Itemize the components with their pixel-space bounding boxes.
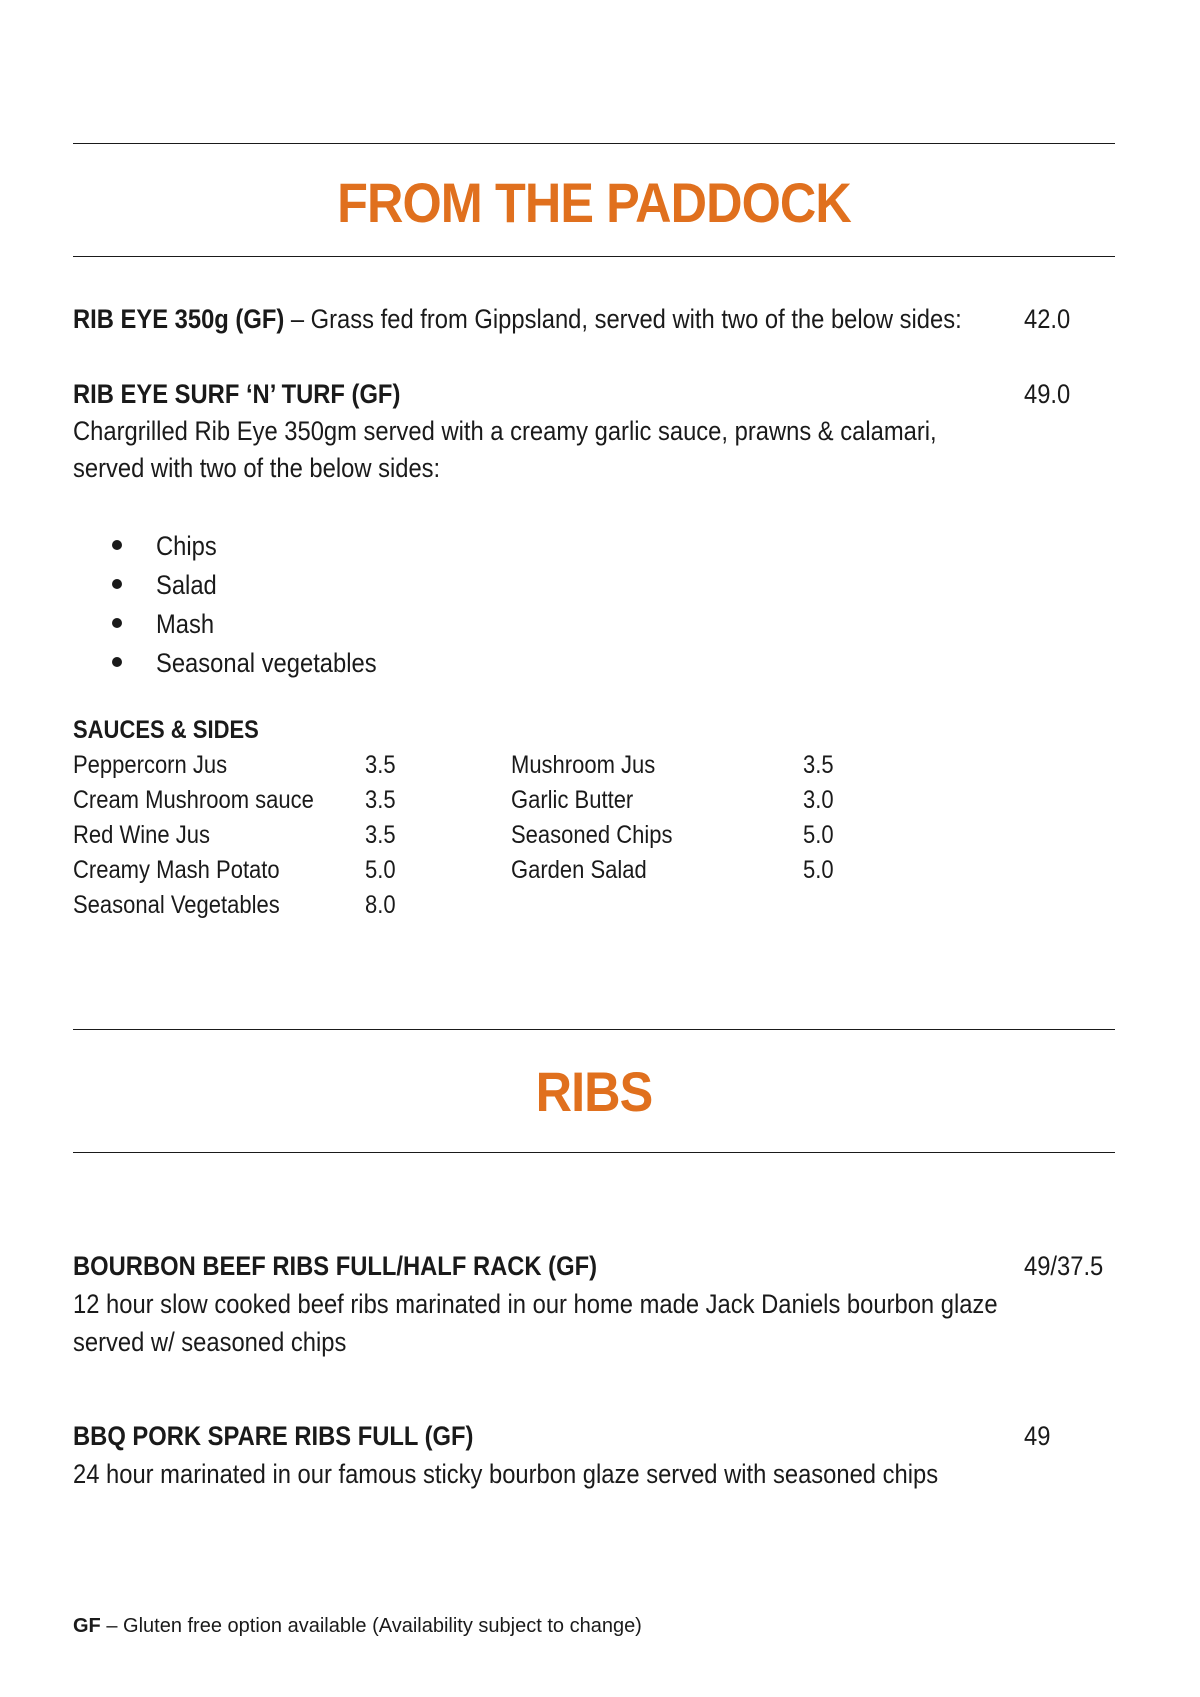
item-description-beef-ribs-2: served w/ seasoned chips [73,1327,347,1357]
sides-list-item: Seasonal vegetables [73,643,407,683]
item-name: RIB EYE 350g (GF) [73,304,285,334]
sauce-price: 5.0 [803,856,834,884]
divider-ribs-top [73,1029,1115,1030]
bullet-icon [112,579,122,589]
section-heading-paddock: FROM THE PADDOCK [337,171,851,234]
bullet-icon [112,657,122,667]
divider-ribs-bottom [73,1152,1115,1153]
sauce-name: Creamy Mash Potato [73,856,280,884]
footer-note-text: – Gluten free option available (Availability subject to change) [100,1615,642,1637]
item-description-pork-ribs: 24 hour marinated in our famous sticky bourbon glaze served with seasoned chips [73,1459,939,1489]
sauce-price: 8.0 [365,891,396,919]
sides-list-item: Mash [73,604,222,644]
sauce-name: Red Wine Jus [73,821,210,849]
sauce-price: 3.5 [365,786,396,814]
item-price-surf-turf: 49.0 [1024,379,1071,409]
sauce-name: Garlic Butter [511,786,634,814]
section-heading-ribs: RIBS [535,1060,653,1123]
sauce-name: Cream Mushroom sauce [73,786,314,814]
sauce-name: Peppercorn Jus [73,751,228,779]
sauce-price: 5.0 [803,821,834,849]
sauce-name: Mushroom Jus [511,751,656,779]
sauce-name: Seasonal Vegetables [73,891,280,919]
item-description-surf-turf-1: Chargrilled Rib Eye 350gm served with a creamy garlic sauce, prawns & calamari, [73,416,937,446]
bullet-icon [112,540,122,550]
sauce-name: Garden Salad [511,856,647,884]
item-price-beef-ribs: 49/37.5 [1024,1251,1104,1281]
footer-gf-label: GF [73,1615,101,1637]
divider-paddock-bottom [73,256,1115,257]
item-price: 42.0 [1024,304,1071,334]
item-description-beef-ribs-1: 12 hour slow cooked beef ribs marinated in our home made Jack Daniels bourbon glaze [73,1289,998,1319]
item-name-pork-ribs: BBQ PORK SPARE RIBS FULL (GF) [73,1421,474,1451]
sauce-price: 3.5 [365,821,396,849]
sauces-sides-title: SAUCES & SIDES [73,716,259,744]
sauce-price: 3.5 [803,751,834,779]
sauce-price: 3.5 [365,751,396,779]
sauce-price: 3.0 [803,786,834,814]
bullet-icon [112,618,122,628]
item-description-surf-turf-2: served with two of the below sides: [73,453,441,483]
sides-list-item: Chips [73,526,225,566]
menu-item-rib-eye [73,300,962,338]
item-name-surf-turf: RIB EYE SURF ‘N’ TURF (GF) [73,379,401,409]
item-name-beef-ribs: BOURBON BEEF RIBS FULL/HALF RACK (GF) [73,1251,597,1281]
sauce-price: 5.0 [365,856,396,884]
sides-list-item: Salad [73,565,225,605]
divider-top [73,143,1115,144]
item-description: – Grass fed from Gippsland, served with two of the below sides: [284,304,962,334]
sauce-name: Seasoned Chips [511,821,673,849]
footer-note [73,1615,642,1638]
item-price-pork-ribs: 49 [1024,1421,1051,1451]
